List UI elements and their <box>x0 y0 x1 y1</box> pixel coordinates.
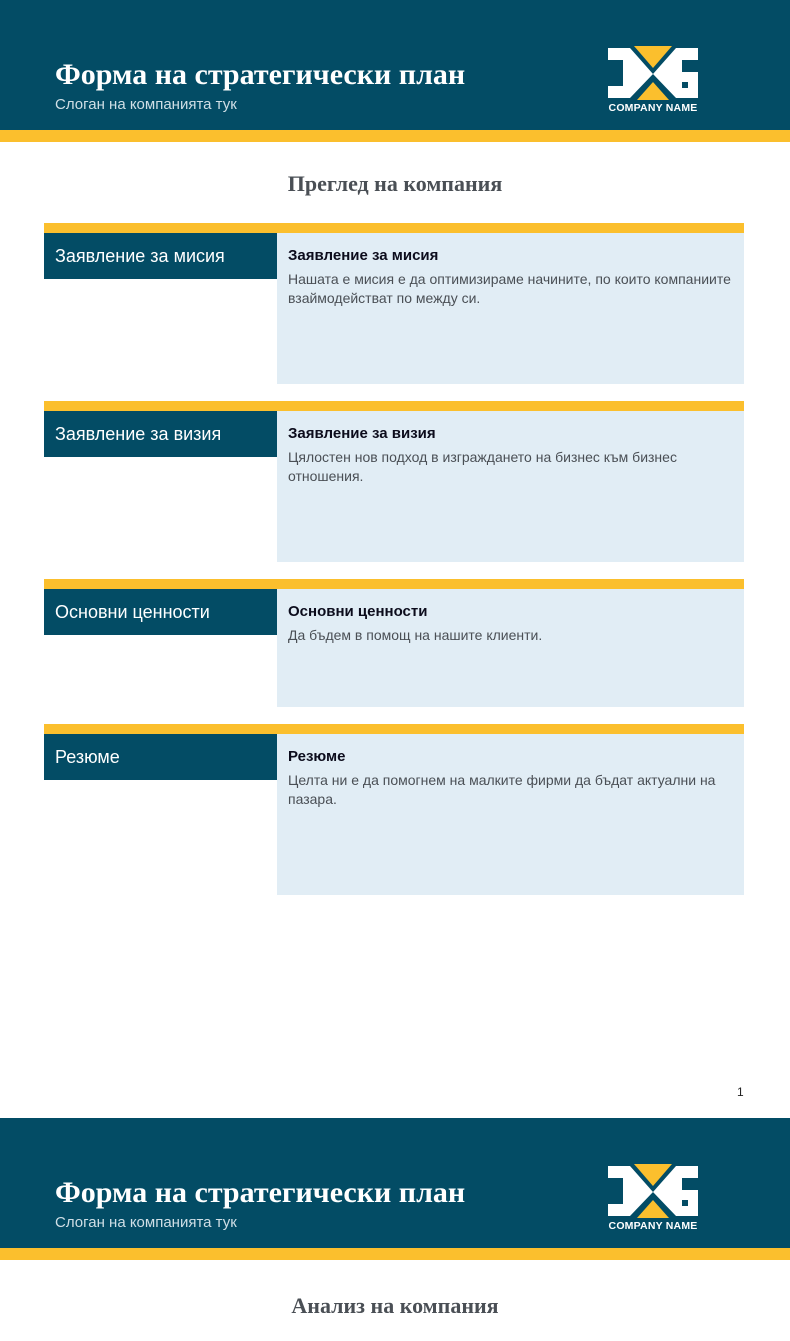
section-accent-stripe <box>44 223 744 233</box>
panel-text: Нашата е мисия е да оптимизираме начините, по които компаниите взаймодействат по между си. <box>288 271 731 306</box>
section-title: Преглед на компания <box>287 171 503 196</box>
panel-heading: Резюме <box>288 748 346 765</box>
panel-text: Да бъдем в помощ на нашите клиенти. <box>288 627 543 643</box>
section-label: Резюме <box>44 734 277 780</box>
company-logo <box>604 46 702 118</box>
section-panel <box>277 233 744 384</box>
panel-heading: Заявление за визия <box>288 425 436 442</box>
logo-company-name: COMPANY NAME <box>608 102 698 114</box>
page-header <box>0 0 790 130</box>
panel-text: Цялостен нов подход в изграждането на бизнес към бизнес отношения. <box>288 449 677 484</box>
panel-heading: Основни ценности <box>288 603 428 620</box>
section-panel <box>277 734 744 895</box>
logo-company-name: COMPANY NAME <box>608 1220 698 1232</box>
section-accent-stripe <box>44 724 744 734</box>
logo-mark-icon <box>608 1164 698 1218</box>
header-accent-stripe <box>0 130 790 142</box>
section-label: Заявление за мисия <box>44 233 277 279</box>
section-panel <box>277 589 744 707</box>
company-slogan: Слоган на компанията тук <box>55 1214 237 1231</box>
document-title: Форма на стратегически план <box>55 58 466 91</box>
header-accent-stripe <box>0 1248 790 1260</box>
section-panel <box>277 411 744 562</box>
company-logo <box>604 1164 702 1236</box>
section-accent-stripe <box>44 579 744 589</box>
panel-heading: Заявление за мисия <box>288 247 439 264</box>
document-title: Форма на стратегически план <box>55 1176 466 1209</box>
page-header <box>0 1118 790 1248</box>
page-number: 1 <box>737 1085 744 1099</box>
panel-text: Целта ни е да помогнем на малките фирми да бъдат актуални на пазара. <box>288 772 716 807</box>
section-accent-stripe <box>44 401 744 411</box>
company-slogan: Слоган на компанията тук <box>55 96 237 113</box>
section-label: Заявление за визия <box>44 411 277 457</box>
section-title: Анализ на компания <box>291 1293 499 1318</box>
logo-mark-icon <box>608 46 698 100</box>
section-label: Основни ценности <box>44 589 277 635</box>
